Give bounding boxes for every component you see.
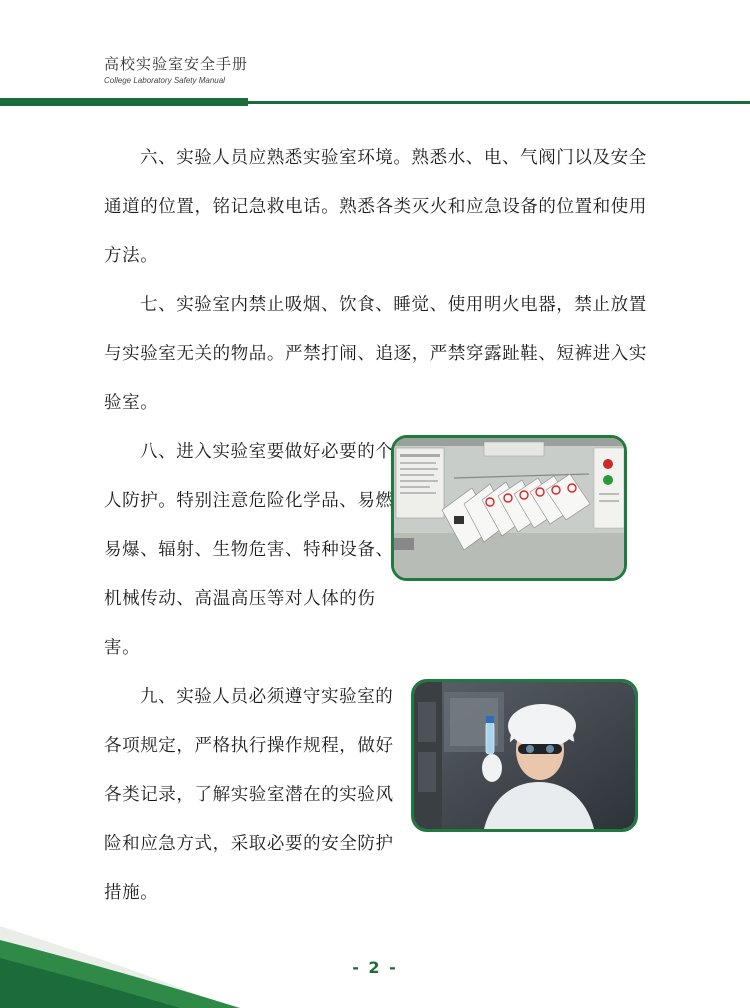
paragraph-8: 八、进入实验室要做好必要的个人防护。特别注意危险化学品、易燃易爆、辐射、生物危害、特种设备、机械传动、高温高压等对人体的伤害。	[104, 442, 394, 658]
lab-researcher-photo	[411, 679, 638, 832]
header-rule-thick	[0, 98, 248, 106]
header-subtitle: College Laboratory Safety Manual	[104, 76, 225, 85]
paragraph-9: 九、实验人员必须遵守实验室的各项规定，严格执行操作规程，做好各类记录，了解实验室潜在的实验风险和应急方式，采取必要的安全防护措施。	[104, 687, 394, 903]
paragraph-7: 七、实验室内禁止吸烟、饮食、睡觉、使用明火电器，禁止放置与实验室无关的物品。严禁打闹、追逐，严禁穿露趾鞋、短裤进入实验室。	[104, 295, 647, 413]
page-header	[104, 53, 248, 85]
paragraph-6: 六、实验人员应熟悉实验室环境。熟悉水、电、气阀门以及安全通道的位置，铭记急救电话。熟悉各类灭火和应急设备的位置和使用方法。	[104, 148, 647, 266]
header-title: 高校实验室安全手册	[104, 55, 249, 73]
header-rule-thin	[248, 101, 750, 104]
page-number: - 2 -	[352, 958, 398, 977]
safety-signs-wall-photo	[391, 435, 627, 581]
